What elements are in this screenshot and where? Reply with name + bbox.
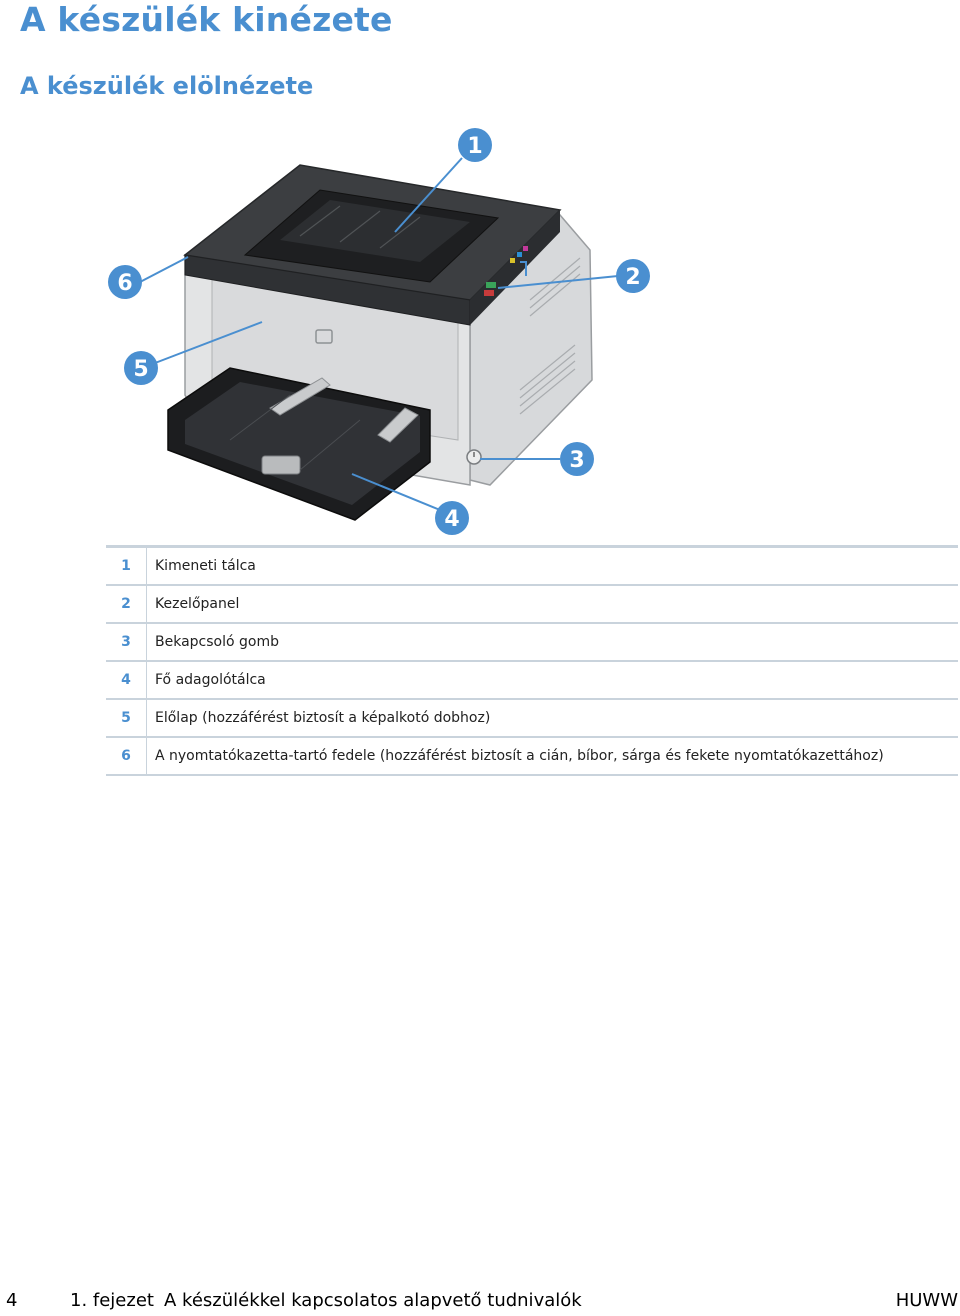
table-row [106,699,958,737]
page-title: A készülék kinézete [20,0,393,39]
svg-text:2: 2 [625,265,641,290]
callout-5 [124,351,158,385]
page-number: 4 [6,1290,18,1311]
table-row [106,661,958,699]
chapter-title: A készülékkel kapcsolatos alapvető tudnivalók [164,1290,582,1311]
table-row [106,547,958,586]
svg-text:1: 1 [467,134,483,159]
table-row [106,585,958,623]
printer-illustration [168,165,592,520]
callout-6 [108,265,142,299]
callout-3 [560,442,594,476]
legend-number: 3 [106,623,147,661]
table-row [106,737,958,775]
legend-number: 5 [106,699,147,737]
section-title: A készülék elölnézete [20,72,314,100]
legend-description: A nyomtatókazetta-tartó fedele (hozzáférést biztosít a cián, bíbor, sárga és fekete nyomtatókazettához) [147,737,959,775]
legend-description: Kezelőpanel [147,585,959,623]
table-row [106,623,958,661]
legend-description: Bekapcsoló gomb [147,623,959,661]
legend-description: Fő adagolótálca [147,661,959,699]
svg-text:5: 5 [133,357,149,382]
legend-number: 4 [106,661,147,699]
callout-1 [458,128,492,162]
svg-text:3: 3 [569,448,585,473]
legend-table [106,545,958,776]
locale-code: HUWW [895,1290,958,1311]
svg-text:6: 6 [117,271,133,296]
callout-2 [616,259,650,293]
legend-description: Kimeneti tálca [147,547,959,586]
chapter-label: 1. fejezet [70,1290,154,1311]
legend-number: 2 [106,585,147,623]
legend-number: 1 [106,547,147,586]
legend-number: 6 [106,737,147,775]
svg-text:4: 4 [444,507,460,532]
printer-front-view-illustration [0,110,960,540]
callout-4 [435,501,469,535]
page-footer [0,1290,960,1314]
legend-description: Előlap (hozzáférést biztosít a képalkotó dobhoz) [147,699,959,737]
